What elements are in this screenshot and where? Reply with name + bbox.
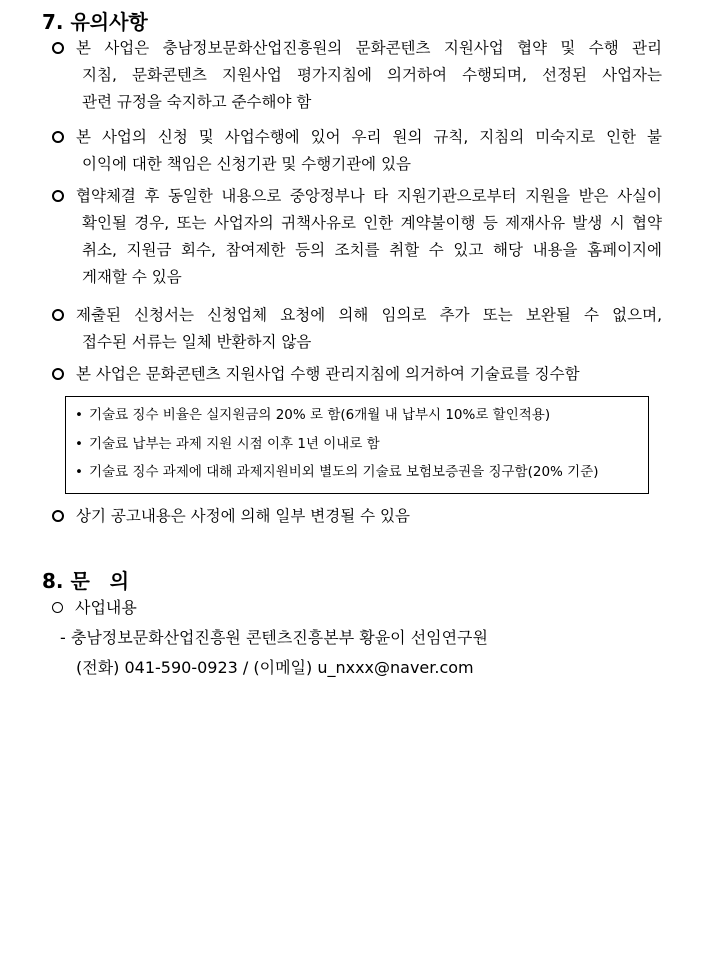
notice-line: 게재할 수 있음 <box>82 268 182 286</box>
notice-item-1 <box>52 35 662 116</box>
contact-organization: - 충남정보문화산업진흥원 콘텐츠진흥본부 황윤이 선임연구원 <box>60 628 488 647</box>
bullet-icon <box>52 190 64 202</box>
bullet-icon <box>52 42 64 54</box>
bullet-icon <box>52 368 64 380</box>
notice-item-3 <box>52 183 662 291</box>
bullet-icon <box>52 510 64 522</box>
notice-line: 상기 공고내용은 사정에 의해 일부 변경될 수 있음 <box>76 507 410 525</box>
dot-icon: • <box>75 464 83 480</box>
box-item-3 <box>75 463 599 481</box>
notice-item-5 <box>52 361 662 388</box>
notice-line: 본 사업의 신청 및 사업수행에 있어 우리 원의 규칙, 지침의 미숙지로 인한 불 <box>76 128 662 146</box>
notice-line: 본 사업은 충남정보문화산업진흥원의 문화콘텐츠 지원사업 협약 및 수행 관리 <box>76 39 662 57</box>
notice-item-4 <box>52 302 662 356</box>
dot-icon: • <box>75 407 83 423</box>
box-item-1 <box>75 406 550 424</box>
dot-icon: • <box>75 436 83 452</box>
notice-line: 제출된 신청서는 신청업체 요청에 의해 임의로 추가 또는 보완될 수 없으며, <box>76 306 662 324</box>
bullet-icon <box>52 131 64 143</box>
contact-category-label: 사업내용 <box>75 598 137 617</box>
circle-bullet-icon <box>52 602 63 613</box>
contact-phone-email: (전화) 041-590-0923 / (이메일) u_nxxx@naver.com <box>76 658 474 677</box>
tech-fee-box <box>65 396 649 494</box>
notice-line: 협약체결 후 동일한 내용으로 중앙정부나 타 지원기관으로부터 지원을 받은 사실이 <box>76 187 662 205</box>
box-item-text: 기술료 징수 과제에 대해 과제지원비외 별도의 기술료 보험보증권을 징구함(20% 기준) <box>89 464 599 480</box>
section-7-heading: 7. 유의사항 <box>42 10 148 34</box>
box-item-2 <box>75 435 380 453</box>
section-8-heading: 8. 문 의 <box>42 569 130 593</box>
box-item-text: 기술료 징수 비율은 실지원금의 20% 로 함(6개월 내 납부시 10%로 할인적용) <box>89 407 551 423</box>
notice-line: 본 사업은 문화콘텐츠 지원사업 수행 관리지침에 의거하여 기술료를 징수함 <box>76 365 580 383</box>
notice-line: 관련 규정을 숙지하고 준수해야 함 <box>82 93 312 111</box>
contact-category <box>52 597 137 619</box>
notice-line: 이익에 대한 책임은 신청기관 및 수행기관에 있음 <box>82 155 412 173</box>
notice-line: 확인될 경우, 또는 사업자의 귀책사유로 인한 계약불이행 등 제재사유 발생 시 협약 <box>82 214 662 232</box>
notice-item-2 <box>52 124 662 178</box>
bullet-icon <box>52 309 64 321</box>
notice-line: 취소, 지원금 회수, 참여제한 등의 조치를 취할 수 있고 해당 내용을 홈페이지에 <box>82 241 662 259</box>
notice-line: 지침, 문화콘텐츠 지원사업 평가지침에 의거하여 수행되며, 선정된 사업자는 <box>82 66 662 84</box>
notice-line: 접수된 서류는 일체 반환하지 않음 <box>82 333 312 351</box>
box-item-text: 기술료 납부는 과제 지원 시점 이후 1년 이내로 함 <box>89 436 380 452</box>
notice-item-6 <box>52 503 662 530</box>
